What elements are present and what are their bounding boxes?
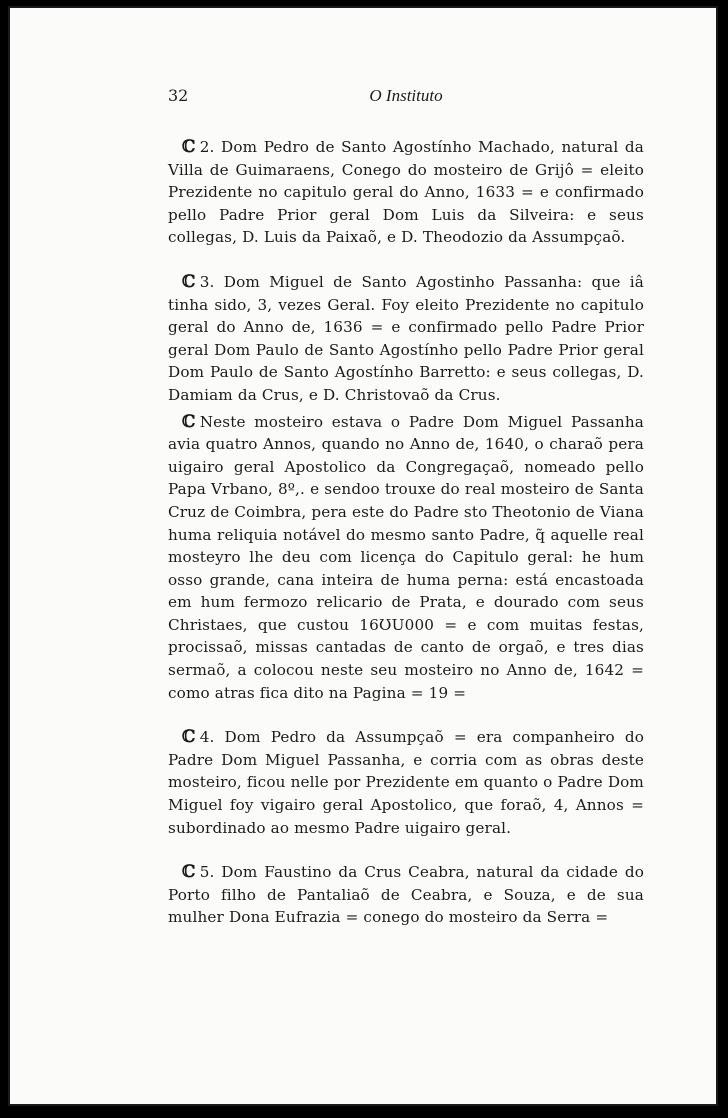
paragraph-mark-icon: ℂ (182, 271, 196, 292)
page-header (168, 86, 644, 110)
running-title: O Instituto (369, 86, 443, 105)
paragraph-mark-icon: ℂ (182, 862, 196, 883)
paragraph-3 (168, 271, 644, 407)
paragraph-text: 4. Dom Pedro da Assumpçaõ = era companheiro do Padre Dom Miguel Passanha, e corria com as obras deste mosteiro, ficou nelle por Prezidente em quanto o Padre Dom Miguel foy vigairo geral Apostolico, que foraõ, 4, Annos = subordinado ao mesmo Padre uigairo geral. (168, 728, 644, 837)
page-number: 32 (168, 86, 189, 105)
paragraph-text: 5. Dom Faustino da Crus Ceabra, natural da cidade do Porto filho de Pantaliaõ de Ceabra, e Souza, e de sua mulher Dona Eufrazia = conego do mosteiro da Serra = (168, 863, 644, 927)
paragraph-text: 2. Dom Pedro de Santo Agostínho Machado, natural da Villa de Guimaraens, Conego do mosteiro de Grijô = eleito Prezidente no capitulo geral do Anno, 1633 = e confirmado pello Padre Prior geral Dom Luis da Silveira: e seus collegas, D. Luis da Paixaõ, e D. Theodozio da Assumpçaõ. (168, 138, 644, 247)
page-body (168, 136, 644, 929)
paragraph-5 (168, 861, 644, 929)
document-page (8, 6, 718, 1106)
paragraph-mark-icon: ℂ (182, 411, 196, 432)
paragraph-reliquia (168, 411, 644, 705)
paragraph-mark-icon: ℂ (182, 727, 196, 748)
paragraph-4 (168, 726, 644, 839)
paragraph-mark-icon: ℂ (182, 137, 196, 157)
paragraph-2 (168, 136, 644, 249)
paragraph-text: 3. Dom Miguel de Santo Agostinho Passanha: que iâ tinha sido, 3, vezes Geral. Foy eleito Prezidente no capitulo geral do Anno de, 1636 = e confirmado pello Padre Prior geral Dom Paulo de Santo Agostínho pello Padre Prior geral Dom Paulo de Santo Agostínho Barretto: e seus collegas, D. Damiam da Crus, e D. Christovaõ da Crus. (168, 272, 644, 404)
paragraph-text: Neste mosteiro estava o Padre Dom Miguel Passanha avia quatro Annos, quando no Anno de, 1640, o charaõ pera uigairo geral Apostolico da Congregaçaõ, nomeado pello Papa Vrbano, 8º,. e sendoo trouxe do real mosteiro de Santa Cruz de Coimbra, pera este do Padre sto Theotonio de Viana huma reliquia notável do mesmo santo Padre, q̃ aquelle real mosteyro lhe deu com licença do Capitulo geral: he hum osso grande, cana inteira de huma perna: está encastoada em hum fermozo relicario de Prata, e dourado com seus Christaes, que custou 16ƱU000 = e com muitas festas, procissaõ, missas cantadas de canto de orgaõ, e tres dias sermaõ, a colocou neste seu mosteiro no Anno de, 1642 = como atras fica dito na Pagina = 19 = (168, 412, 644, 702)
